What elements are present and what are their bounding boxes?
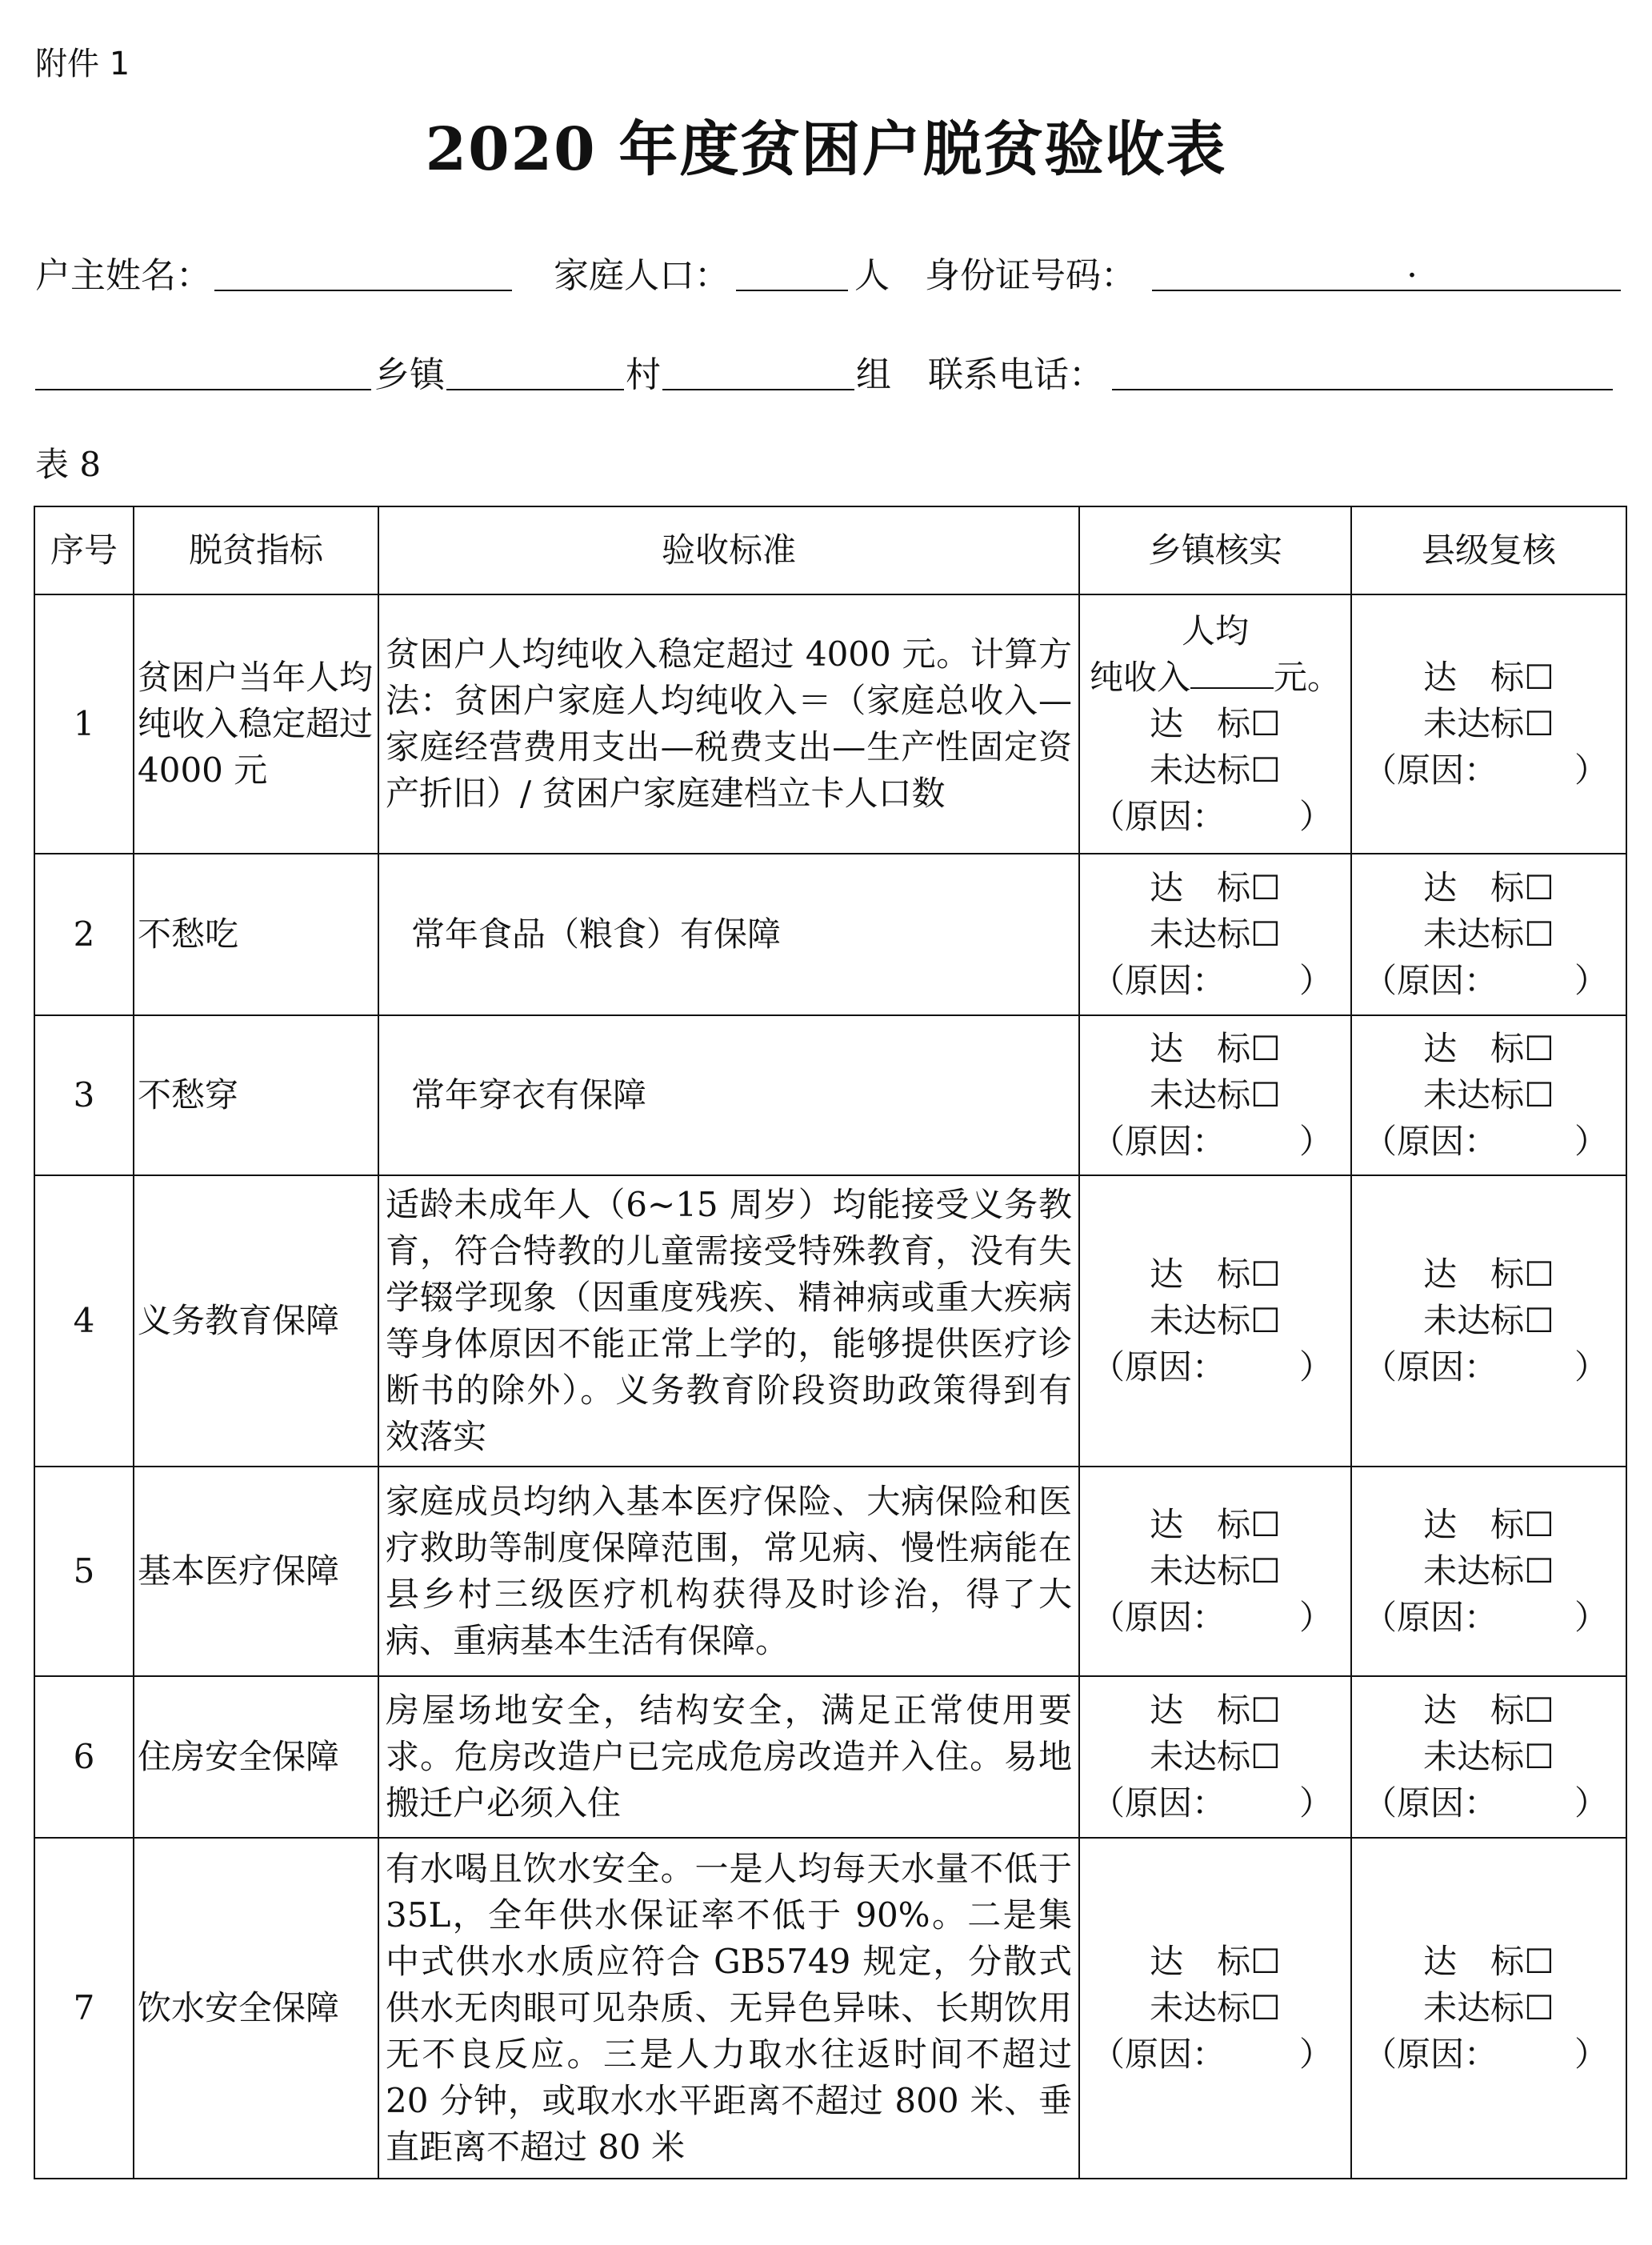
header-seq: 序号 bbox=[34, 506, 134, 594]
reason-close: ） bbox=[1298, 1783, 1333, 1823]
village-label: 村 bbox=[626, 354, 661, 395]
pass-checkbox[interactable]: 达 标☐ bbox=[1150, 704, 1281, 743]
reason-open: （原因： bbox=[1091, 1783, 1226, 1823]
table-row bbox=[34, 1838, 1626, 2179]
town-verify-cell bbox=[1079, 1467, 1351, 1676]
town-field[interactable] bbox=[446, 389, 624, 390]
reason-field[interactable] bbox=[1080, 794, 1350, 840]
reason-open: （原因： bbox=[1363, 1783, 1498, 1823]
town-label: 乡镇 bbox=[374, 354, 445, 395]
county-review-cell bbox=[1351, 1175, 1626, 1467]
acceptance-table bbox=[34, 506, 1627, 2179]
fail-checkbox[interactable]: 未达标☐ bbox=[1150, 1551, 1281, 1591]
reason-close: ） bbox=[1298, 1598, 1333, 1637]
fail-checkbox[interactable]: 未达标☐ bbox=[1423, 914, 1554, 954]
table-row bbox=[34, 1467, 1626, 1676]
reason-open: （原因： bbox=[1363, 750, 1498, 790]
income-line2 bbox=[1080, 654, 1350, 701]
reason-open: （原因： bbox=[1363, 961, 1498, 1000]
pass-checkbox[interactable]: 达 标☐ bbox=[1423, 658, 1554, 697]
reason-close: ） bbox=[1298, 1347, 1333, 1387]
reason-close: ） bbox=[1298, 1122, 1333, 1161]
reason-open: （原因： bbox=[1091, 1598, 1226, 1637]
county-review-cell bbox=[1351, 1015, 1626, 1175]
reason-field[interactable] bbox=[1080, 1780, 1350, 1827]
reason-field[interactable] bbox=[1080, 958, 1350, 1004]
town-verify-cell bbox=[1079, 1838, 1351, 2179]
population-label: 家庭人口： bbox=[554, 255, 730, 296]
row-seq: 4 bbox=[34, 1175, 134, 1467]
fail-checkbox[interactable]: 未达标☐ bbox=[1150, 1301, 1281, 1340]
row-seq: 2 bbox=[34, 854, 134, 1015]
table-row bbox=[34, 1015, 1626, 1175]
income-field[interactable] bbox=[1190, 655, 1274, 689]
reason-field[interactable] bbox=[1352, 1595, 1626, 1641]
reason-open: （原因： bbox=[1363, 1122, 1498, 1161]
reason-close: ） bbox=[1298, 961, 1333, 1000]
population-field[interactable] bbox=[736, 290, 848, 291]
reason-close: ） bbox=[1298, 797, 1333, 836]
reason-open: （原因： bbox=[1363, 1347, 1498, 1387]
fail-checkbox[interactable]: 未达标☐ bbox=[1423, 704, 1554, 743]
fail-checkbox[interactable]: 未达标☐ bbox=[1423, 1737, 1554, 1776]
pass-checkbox[interactable]: 达 标☐ bbox=[1150, 1505, 1281, 1544]
town-verify-cell bbox=[1079, 594, 1351, 854]
county-review-cell bbox=[1351, 1838, 1626, 2179]
fail-checkbox[interactable]: 未达标☐ bbox=[1423, 1988, 1554, 2027]
owner-name-field[interactable] bbox=[214, 290, 512, 291]
phone-label: 联系电话： bbox=[928, 354, 1104, 395]
reason-open: （原因： bbox=[1091, 1122, 1226, 1161]
row-seq: 1 bbox=[34, 594, 134, 854]
reason-open: （原因： bbox=[1091, 961, 1226, 1000]
income-line1: 人均 bbox=[1181, 611, 1249, 650]
county-review-cell bbox=[1351, 594, 1626, 854]
reason-field[interactable] bbox=[1352, 958, 1626, 1004]
id-number-label: 身份证号码： bbox=[925, 255, 1136, 296]
county-review-cell bbox=[1351, 854, 1626, 1015]
row-seq: 3 bbox=[34, 1015, 134, 1175]
population-unit: 人 bbox=[854, 255, 890, 296]
town-verify-cell bbox=[1079, 1676, 1351, 1838]
table-row bbox=[34, 1175, 1626, 1467]
reason-open: （原因： bbox=[1363, 1598, 1498, 1637]
owner-name-label: 户主姓名： bbox=[35, 255, 211, 296]
reason-field[interactable] bbox=[1080, 1118, 1350, 1165]
pass-checkbox[interactable]: 达 标☐ bbox=[1423, 1691, 1554, 1730]
table-row bbox=[34, 594, 1626, 854]
county-review-cell bbox=[1351, 1676, 1626, 1838]
id-number-field[interactable] bbox=[1152, 290, 1621, 291]
reason-field[interactable] bbox=[1352, 747, 1626, 794]
town-verify-cell bbox=[1079, 1015, 1351, 1175]
county-review-cell bbox=[1351, 1467, 1626, 1676]
reason-field[interactable] bbox=[1352, 1118, 1626, 1165]
row-standard: 贫困户人均纯收入稳定超过 4000 元。计算方法：贫困户家庭人均纯收入＝（家庭总收入—家庭经营费用支出—税费支出—生产性固定资产折旧）/ 贫困户家庭建档立卡人口数 bbox=[378, 594, 1079, 854]
reason-close: ） bbox=[1574, 1598, 1608, 1637]
town-verify-cell bbox=[1079, 1175, 1351, 1467]
reason-field[interactable] bbox=[1352, 1344, 1626, 1391]
reason-field[interactable] bbox=[1352, 2031, 1626, 2078]
phone-field[interactable] bbox=[1112, 389, 1613, 390]
header-indicator: 脱贫指标 bbox=[134, 506, 378, 594]
village-field[interactable] bbox=[662, 389, 854, 390]
row-indicator: 不愁穿 bbox=[134, 1015, 378, 1175]
reason-close: ） bbox=[1298, 2035, 1333, 2074]
table-caption: 表 8 bbox=[35, 445, 102, 484]
row-standard: 有水喝且饮水安全。一是人均每天水量不低于 35L，全年供水保证率不低于 90%。二是集中式供水水质应符合 GB5749 规定，分散式供水无肉眼可见杂质、无异色异味、长期饮用无不良反应。三是人力取水往返时间不超过 20 分钟，或取水水平距离不超过 800 米、垂直距离不超过 80 米 bbox=[378, 1838, 1079, 2179]
reason-field[interactable] bbox=[1352, 1780, 1626, 1827]
pass-checkbox[interactable]: 达 标☐ bbox=[1423, 1942, 1554, 1981]
reason-field[interactable] bbox=[1080, 1344, 1350, 1391]
pass-checkbox[interactable]: 达 标☐ bbox=[1423, 1505, 1554, 1544]
row-indicator: 不愁吃 bbox=[134, 854, 378, 1015]
page-title: 2020 年度贫困户脱贫验收表 bbox=[425, 115, 1227, 184]
pass-checkbox[interactable]: 达 标☐ bbox=[1150, 1255, 1281, 1294]
header-standard: 验收标准 bbox=[378, 506, 1079, 594]
pass-checkbox[interactable]: 达 标☐ bbox=[1150, 1029, 1281, 1068]
row-indicator: 住房安全保障 bbox=[134, 1676, 378, 1838]
pass-checkbox[interactable]: 达 标☐ bbox=[1150, 868, 1281, 907]
fail-checkbox[interactable]: 未达标☐ bbox=[1423, 1301, 1554, 1340]
header-county-review: 县级复核 bbox=[1351, 506, 1626, 594]
reason-close: ） bbox=[1574, 2035, 1608, 2074]
row-standard: 适龄未成年人（6~15 周岁）均能接受义务教育，符合特教的儿童需接受特殊教育，没有失学辍学现象（因重度残疾、精神病或重大疾病等身体原因不能正常上学的，能够提供医疗诊断书的除外）。义务教育阶段资助政策得到有效落实 bbox=[378, 1175, 1079, 1467]
reason-close: ） bbox=[1574, 750, 1608, 790]
reason-field[interactable] bbox=[1080, 1595, 1350, 1641]
fail-checkbox[interactable]: 未达标☐ bbox=[1150, 1075, 1281, 1114]
row-seq: 6 bbox=[34, 1676, 134, 1838]
row-indicator: 饮水安全保障 bbox=[134, 1838, 378, 2179]
row-seq: 5 bbox=[34, 1467, 134, 1676]
income-suffix: 元。 bbox=[1274, 658, 1342, 697]
reason-open: （原因： bbox=[1091, 797, 1226, 836]
table-header-row bbox=[34, 506, 1626, 594]
income-prefix: 纯收入 bbox=[1089, 658, 1190, 697]
attachment-label: 附件 1 bbox=[35, 46, 130, 82]
row-standard: 常年食品（粮食）有保障 bbox=[378, 854, 1079, 1015]
pass-checkbox[interactable]: 达 标☐ bbox=[1423, 868, 1554, 907]
table-row bbox=[34, 1676, 1626, 1838]
row-standard: 家庭成员均纳入基本医疗保险、大病保险和医疗救助等制度保障范围，常见病、慢性病能在县乡村三级医疗机构获得及时诊治，得了大病、重病基本生活有保障。 bbox=[378, 1467, 1079, 1676]
fail-checkbox[interactable]: 未达标☐ bbox=[1150, 750, 1281, 790]
reason-open: （原因： bbox=[1363, 2035, 1498, 2074]
row-indicator: 义务教育保障 bbox=[134, 1175, 378, 1467]
town-verify-cell bbox=[1079, 854, 1351, 1015]
row-indicator: 贫困户当年人均纯收入稳定超过 4000 元 bbox=[134, 594, 378, 854]
reason-open: （原因： bbox=[1091, 2035, 1226, 2074]
row-indicator: 基本医疗保障 bbox=[134, 1467, 378, 1676]
fail-checkbox[interactable]: 未达标☐ bbox=[1150, 1737, 1281, 1776]
fail-checkbox[interactable]: 未达标☐ bbox=[1150, 1988, 1281, 2027]
row-seq: 7 bbox=[34, 1838, 134, 2179]
row-standard: 房屋场地安全，结构安全，满足正常使用要求。危房改造户已完成危房改造并入住。易地搬迁户必须入住 bbox=[378, 1676, 1079, 1838]
reason-close: ） bbox=[1574, 1347, 1608, 1387]
fail-checkbox[interactable]: 未达标☐ bbox=[1423, 1075, 1554, 1114]
fail-checkbox[interactable]: 未达标☐ bbox=[1423, 1551, 1554, 1591]
id-number-dot: . bbox=[1406, 245, 1418, 286]
reason-close: ） bbox=[1574, 1122, 1608, 1161]
reason-close: ） bbox=[1574, 1783, 1608, 1823]
header-town-verify: 乡镇核实 bbox=[1079, 506, 1351, 594]
reason-field[interactable] bbox=[1080, 2031, 1350, 2078]
pass-checkbox[interactable]: 达 标☐ bbox=[1150, 1942, 1281, 1981]
row-standard: 常年穿衣有保障 bbox=[378, 1015, 1079, 1175]
pass-checkbox[interactable]: 达 标☐ bbox=[1423, 1029, 1554, 1068]
county-field[interactable] bbox=[35, 389, 371, 390]
fail-checkbox[interactable]: 未达标☐ bbox=[1150, 914, 1281, 954]
pass-checkbox[interactable]: 达 标☐ bbox=[1150, 1691, 1281, 1730]
pass-checkbox[interactable]: 达 标☐ bbox=[1423, 1255, 1554, 1294]
reason-close: ） bbox=[1574, 961, 1608, 1000]
group-label: 组 bbox=[856, 354, 891, 395]
table-row bbox=[34, 854, 1626, 1015]
reason-open: （原因： bbox=[1091, 1347, 1226, 1387]
